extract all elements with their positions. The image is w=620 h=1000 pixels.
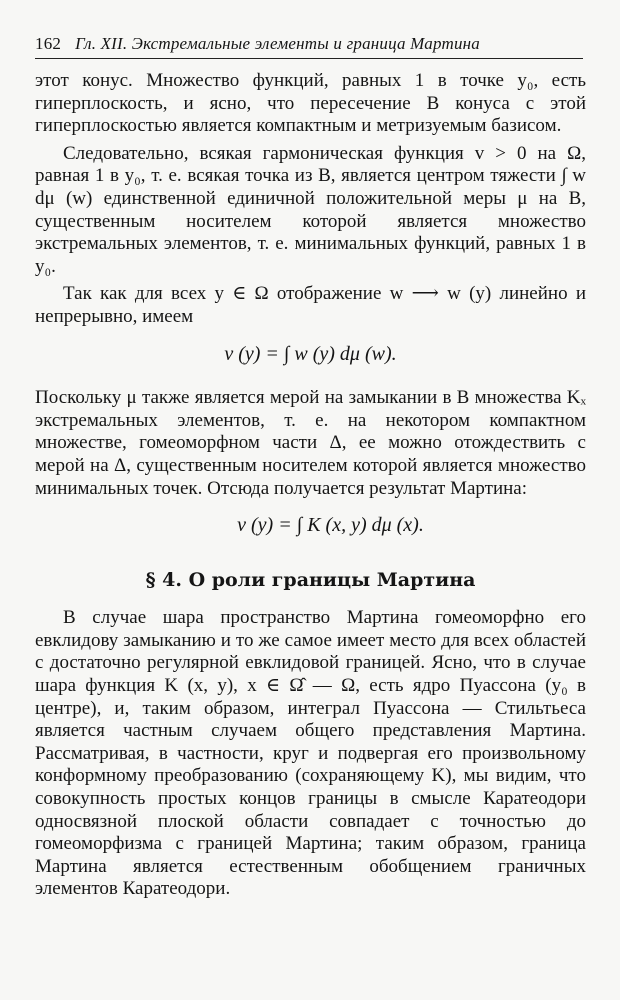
formula-1: v (y) = ∫ w (y) dμ (w).: [224, 342, 397, 365]
running-header: [35, 34, 583, 59]
paragraph-3: Так как для всех y ∈ Ω отображение w ⟶ w (y) линейно и непрерывно, имеем: [35, 283, 586, 327]
paragraph-1: этот конус. Множество функций, равных 1 в точке y₀, есть гиперплоскость, и ясно, что пересечение B конуса с этой гиперплоскостью является компактным и метризуемым базисом.: [35, 70, 586, 137]
page-body: [35, 70, 586, 901]
formula-2: v (y) = ∫ K (x, y) dμ (x).: [237, 514, 424, 537]
page-number: 162: [35, 34, 62, 53]
paragraph-2: Следовательно, всякая гармоническая функция v > 0 на Ω, равная 1 в y₀, т. е. всякая точка из B, является центром тяжести ∫ w dμ (w) единственной единичной положительной меры μ на B, существенным носителем которой является множество экстремальных элементов, т. е. минимальных функций, равных 1 в y₀.: [35, 142, 586, 277]
section-heading: § 4. О роли границы Мартина: [145, 568, 476, 591]
paragraph-5: В случае шара пространство Мартина гомеоморфно его евклидову замыканию и то же самое имеет место для всех областей с достаточно регулярной евклидовой границей. Ясно, что в случае шара функция K (x, y), x ∈ Ω̂ — Ω, есть ядро Пуассона (y₀ в центре), и, таким образом, интеграл Пуассона — Стильтьеса является частным случаем общего представления Мартина. Рассматривая, в частности, круг и подвергая его произвольному конформному преобразованию (сохраняющему K), мы видим, что совокупность простых концов границы в смысле Каратеодори односвязной плоской области совпадает с точностью до гомеоморфизма с границей Мартина; таким образом, граница Мартина является естественным обобщением граничных элементов Каратеодори.: [35, 607, 586, 900]
running-title: Гл. XII. Экстремальные элементы и граница Мартина: [75, 34, 480, 53]
paragraph-4: Поскольку μ также является мерой на замыкании в B множества Kₓ экстремальных элементов, т. е. на некотором компактном множестве, гомеоморфном части Δ, ее можно отождествить с мерой на Δ, существенным носителем которой является множество минимальных точек. Отсюда получается результат Мартина:: [35, 387, 586, 499]
